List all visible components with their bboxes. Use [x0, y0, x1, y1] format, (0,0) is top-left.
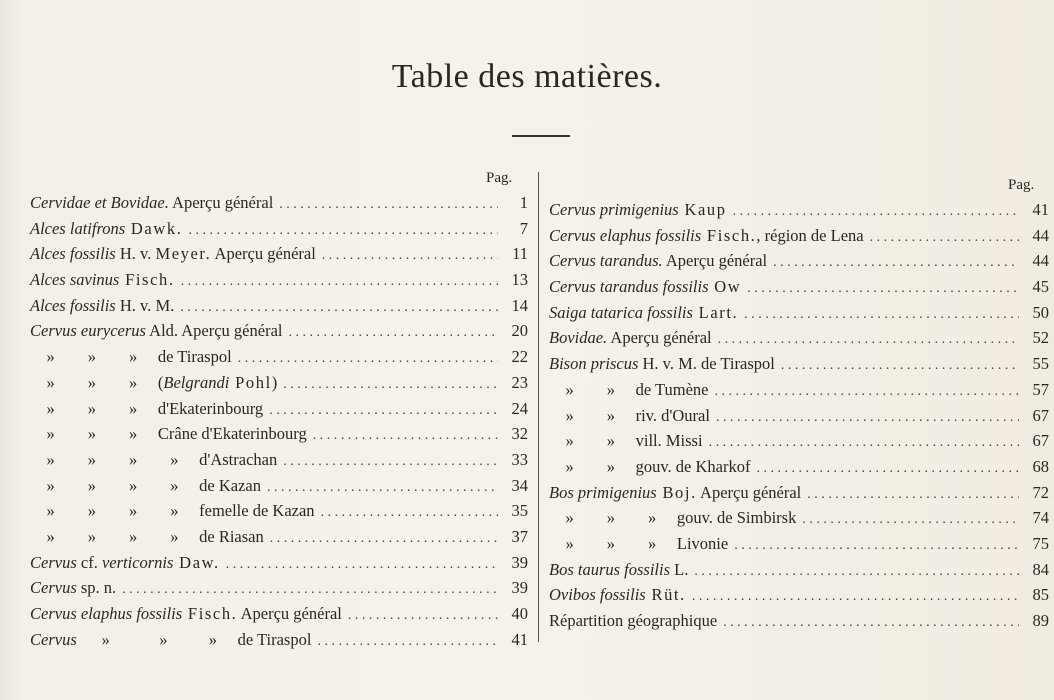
- dot-leader: [773, 255, 1019, 271]
- toc-rest: L.: [670, 559, 689, 579]
- toc-entry: [30, 193, 528, 219]
- toc-genus: Cervus primigenius: [549, 200, 679, 219]
- toc-entry: [30, 296, 528, 322]
- toc-author: Ow: [708, 277, 742, 297]
- toc-entry: [549, 200, 1049, 226]
- toc-page-number: 68: [1032, 456, 1049, 476]
- dot-leader: [716, 410, 1019, 426]
- dot-leader: [226, 557, 498, 573]
- toc-page-number: 74: [1032, 508, 1049, 528]
- toc-entry-title: [30, 501, 315, 521]
- toc-entry-title: [549, 508, 796, 528]
- toc-page-number: 32: [511, 424, 528, 444]
- dot-leader: [322, 248, 498, 264]
- dot-leader: [181, 274, 498, 290]
- toc-page-number: 34: [511, 475, 528, 495]
- toc-rest: » » » » d'Astrachan: [30, 449, 278, 469]
- toc-page-number: 45: [1032, 277, 1049, 297]
- toc-entry-title: [30, 373, 277, 393]
- toc-page-number: 72: [1032, 482, 1049, 502]
- toc-rest: » » » (: [30, 372, 164, 392]
- toc-genus: Alces savinus: [30, 270, 120, 290]
- toc-author: Meyer.: [155, 244, 212, 264]
- toc-entry: [549, 251, 1049, 277]
- toc-author: Dawk.: [125, 218, 183, 238]
- toc-genus: Cervus: [30, 578, 77, 598]
- toc-genus: Alces latifrons: [30, 218, 126, 238]
- toc-page-number: 7: [519, 218, 528, 238]
- dot-leader: [279, 197, 498, 213]
- toc-entry: [30, 630, 528, 656]
- toc-entry-title: [549, 251, 767, 271]
- toc-genus: Alces fossilis: [30, 244, 116, 264]
- toc-rest2: Aperçu général: [237, 604, 342, 623]
- toc-entry: [30, 450, 528, 476]
- toc-page-number: 75: [1032, 533, 1049, 553]
- toc-genus: Cervus eurycerus: [30, 321, 146, 341]
- toc-entry: [549, 226, 1049, 252]
- toc-entry-title: [30, 244, 316, 264]
- dot-leader: [870, 230, 1019, 246]
- toc-entry-title: [549, 226, 864, 246]
- toc-entry: [549, 277, 1049, 303]
- toc-rest: Aperçu général: [607, 328, 712, 348]
- toc-rest: H. v.: [115, 244, 156, 264]
- toc-entry: [549, 380, 1049, 406]
- toc-entry-title: [30, 476, 261, 496]
- toc-page-number: 41: [1032, 200, 1049, 219]
- page-title: Table des matières.: [391, 58, 663, 95]
- toc-genus: Cervus elaphus fossilis: [549, 225, 702, 245]
- toc-entry: [549, 303, 1049, 329]
- toc-genus: Bos taurus fossilis: [549, 559, 671, 579]
- toc-entry-title: [30, 604, 342, 624]
- toc-rest: H. v. M. de Tiraspol: [638, 354, 775, 374]
- toc-rest: » » vill. Missi: [549, 431, 703, 451]
- toc-page-number: 57: [1032, 379, 1049, 399]
- toc-entry-title: [30, 399, 263, 419]
- dot-leader: [288, 325, 498, 341]
- toc-rest2: Aperçu général: [696, 482, 802, 502]
- dot-leader: [756, 461, 1019, 477]
- toc-entry-title: [30, 578, 116, 598]
- toc-rest: Ald. Aperçu général: [145, 321, 283, 341]
- toc-entry: [30, 347, 528, 373]
- toc-page-number: 44: [1032, 251, 1049, 271]
- toc-entry: [549, 508, 1049, 534]
- toc-entry-title: [30, 527, 264, 547]
- left-pag-header: Pag.: [486, 170, 513, 186]
- dot-leader: [807, 487, 1019, 503]
- toc-page-number: 89: [1032, 611, 1049, 630]
- dot-leader: [694, 564, 1019, 580]
- toc-entry: [549, 585, 1049, 611]
- toc-page-number: 50: [1032, 302, 1049, 322]
- toc-rest: Aperçu général: [662, 251, 768, 271]
- toc-entry-title: [30, 296, 174, 316]
- toc-page-number: 22: [511, 347, 528, 367]
- toc-rest: Aperçu général: [168, 193, 274, 212]
- toc-entry: [30, 527, 528, 553]
- toc-page-number: 11: [512, 244, 528, 264]
- toc-entry: [30, 270, 528, 296]
- toc-page-number: 37: [511, 526, 528, 546]
- toc-rest: » » riv. d'Oural: [549, 405, 710, 425]
- toc-entry: [549, 483, 1049, 509]
- toc-genus: Bison priscus: [549, 354, 639, 374]
- toc-rest: cf.: [76, 552, 102, 572]
- toc-entry-title: [30, 270, 175, 290]
- left-toc-column: [30, 193, 528, 655]
- dot-leader: [188, 223, 498, 239]
- toc-rest: » » » » de Kazan: [30, 475, 261, 495]
- toc-rest: » » » Crâne d'Ekaterinbourg: [30, 424, 307, 444]
- toc-entry-title: [549, 303, 738, 323]
- toc-entry: [30, 424, 528, 450]
- toc-genus2: verticornis: [101, 552, 174, 572]
- toc-rest: H. v. M.: [115, 295, 175, 315]
- toc-page-number: 85: [1032, 585, 1049, 605]
- toc-page-number: 55: [1032, 354, 1049, 374]
- toc-page-number: 23: [511, 372, 528, 392]
- toc-entry: [30, 321, 528, 347]
- dot-leader: [733, 204, 1019, 220]
- toc-page-number: 24: [511, 398, 528, 418]
- dot-leader: [802, 512, 1019, 528]
- dot-leader: [723, 615, 1019, 631]
- toc-entry: [549, 328, 1049, 354]
- dot-leader: [348, 608, 498, 624]
- toc-page-number: 84: [1032, 559, 1049, 579]
- toc-entry: [549, 534, 1049, 560]
- toc-genus: Bos primigenius: [549, 482, 657, 502]
- toc-page-number: 14: [511, 295, 528, 315]
- toc-author: Lart.: [692, 302, 739, 322]
- toc-rest2: ): [271, 372, 278, 392]
- toc-entry-title: [549, 534, 728, 554]
- dot-leader: [692, 589, 1019, 605]
- toc-entry: [30, 501, 528, 527]
- dot-leader: [313, 428, 498, 444]
- toc-entry: [549, 406, 1049, 432]
- dot-leader: [718, 332, 1019, 348]
- toc-genus: Cervus: [30, 552, 77, 572]
- toc-genus: Belgrandi: [163, 372, 230, 392]
- dot-leader: [317, 634, 498, 650]
- toc-entry-title: [549, 483, 801, 503]
- toc-entry-title: [549, 277, 741, 297]
- toc-genus: Bovidae.: [549, 328, 608, 348]
- toc-entry: [30, 553, 528, 579]
- toc-genus: Saiga tatarica fossilis: [549, 302, 693, 322]
- toc-page-number: 67: [1032, 431, 1049, 451]
- dot-leader: [180, 300, 498, 316]
- toc-entry-title: [549, 200, 727, 220]
- toc-entry-title: [30, 553, 220, 573]
- toc-rest: » » » gouv. de Simbirsk: [549, 508, 797, 528]
- toc-page-number: 67: [1032, 405, 1049, 425]
- toc-entry: [549, 457, 1049, 483]
- dot-leader: [744, 307, 1019, 323]
- toc-entry: [549, 354, 1049, 380]
- toc-rest: » » » » femelle de Kazan: [30, 501, 315, 521]
- toc-rest2: Aperçu général: [211, 244, 316, 264]
- toc-author: Fisch.: [182, 604, 238, 623]
- dot-leader: [715, 384, 1019, 400]
- toc-genus: Cervus tarandus.: [549, 251, 663, 271]
- toc-entry-title: [30, 424, 307, 444]
- toc-page-number: 41: [511, 629, 528, 649]
- toc-author: Fisch.: [701, 225, 757, 245]
- dot-leader: [709, 435, 1019, 451]
- toc-rest: » » » Livonie: [549, 533, 729, 553]
- toc-entry-title: [30, 321, 282, 341]
- toc-rest: » » » d'Ekaterinbourg: [30, 398, 264, 418]
- toc-rest: Répartition géographique: [549, 611, 718, 630]
- toc-genus: Ovibos fossilis: [549, 585, 646, 605]
- toc-entry-title: [549, 354, 775, 374]
- toc-page-number: 44: [1032, 225, 1049, 245]
- toc-entry: [549, 431, 1049, 457]
- dot-leader: [747, 281, 1019, 297]
- toc-genus: Cervus tarandus fossilis: [549, 277, 709, 297]
- toc-genus: Alces fossilis: [30, 295, 116, 315]
- title-rule: [512, 135, 570, 137]
- dot-leader: [122, 582, 498, 598]
- toc-author: Fisch.: [119, 270, 175, 290]
- toc-genus: Cervus elaphus fossilis: [30, 604, 183, 623]
- toc-author: Daw.: [173, 552, 220, 572]
- toc-entry-title: [549, 328, 712, 348]
- toc-page-number: 33: [511, 449, 528, 469]
- toc-author: Kaup: [678, 200, 727, 219]
- toc-entry-title: [30, 193, 273, 213]
- toc-entry: [30, 604, 528, 630]
- toc-entry-title: [30, 630, 311, 650]
- toc-rest: » » » de Tiraspol: [76, 629, 312, 649]
- toc-page-number: 20: [511, 321, 528, 341]
- toc-entry-title: [549, 585, 686, 605]
- right-pag-header: Pag.: [1008, 177, 1035, 193]
- toc-entry-title: [30, 347, 232, 367]
- column-divider: [538, 172, 539, 642]
- toc-genus: Cervidae et Bovidae.: [30, 193, 169, 212]
- dot-leader: [283, 454, 498, 470]
- dot-leader: [238, 351, 498, 367]
- toc-page-number: 1: [519, 193, 528, 212]
- dot-leader: [781, 358, 1019, 374]
- toc-page-number: 40: [511, 604, 528, 623]
- toc-rest: » » » » de Riasan: [30, 526, 264, 546]
- toc-entry-title: [549, 431, 703, 451]
- toc-page-number: 52: [1032, 328, 1049, 348]
- toc-entry: [30, 476, 528, 502]
- toc-page-number: 39: [511, 578, 528, 598]
- dot-leader: [321, 505, 498, 521]
- toc-entry-title: [549, 406, 710, 426]
- toc-entry-title: [30, 450, 277, 470]
- toc-entry-title: [549, 611, 717, 631]
- toc-entry: [30, 578, 528, 604]
- dot-leader: [269, 403, 498, 419]
- toc-genus: Cervus: [30, 629, 77, 649]
- toc-page-number: 39: [511, 552, 528, 572]
- toc-rest: » » gouv. de Kharkof: [549, 456, 751, 476]
- toc-page-number: 13: [511, 270, 528, 290]
- toc-entry-title: [549, 560, 688, 580]
- dot-leader: [734, 538, 1019, 554]
- dot-leader: [270, 531, 498, 547]
- toc-rest2: , région de Lena: [756, 225, 864, 245]
- toc-entry-title: [30, 219, 182, 239]
- toc-page-number: 35: [511, 501, 528, 521]
- toc-rest: » » de Tumène: [549, 379, 709, 399]
- toc-author: Rüt.: [645, 585, 686, 605]
- toc-entry: [549, 611, 1049, 637]
- toc-entry: [30, 244, 528, 270]
- toc-entry-title: [549, 457, 750, 477]
- toc-author: Pohl: [229, 372, 272, 392]
- right-toc-column: [549, 200, 1049, 637]
- toc-entry: [30, 399, 528, 425]
- dot-leader: [267, 480, 498, 496]
- toc-entry: [30, 373, 528, 399]
- dot-leader: [283, 377, 498, 393]
- toc-entry: [30, 219, 528, 245]
- toc-entry: [549, 560, 1049, 586]
- toc-rest: » » » de Tiraspol: [30, 347, 232, 367]
- toc-rest: sp. n.: [76, 578, 117, 598]
- toc-author: Boj.: [656, 482, 697, 502]
- toc-entry-title: [549, 380, 709, 400]
